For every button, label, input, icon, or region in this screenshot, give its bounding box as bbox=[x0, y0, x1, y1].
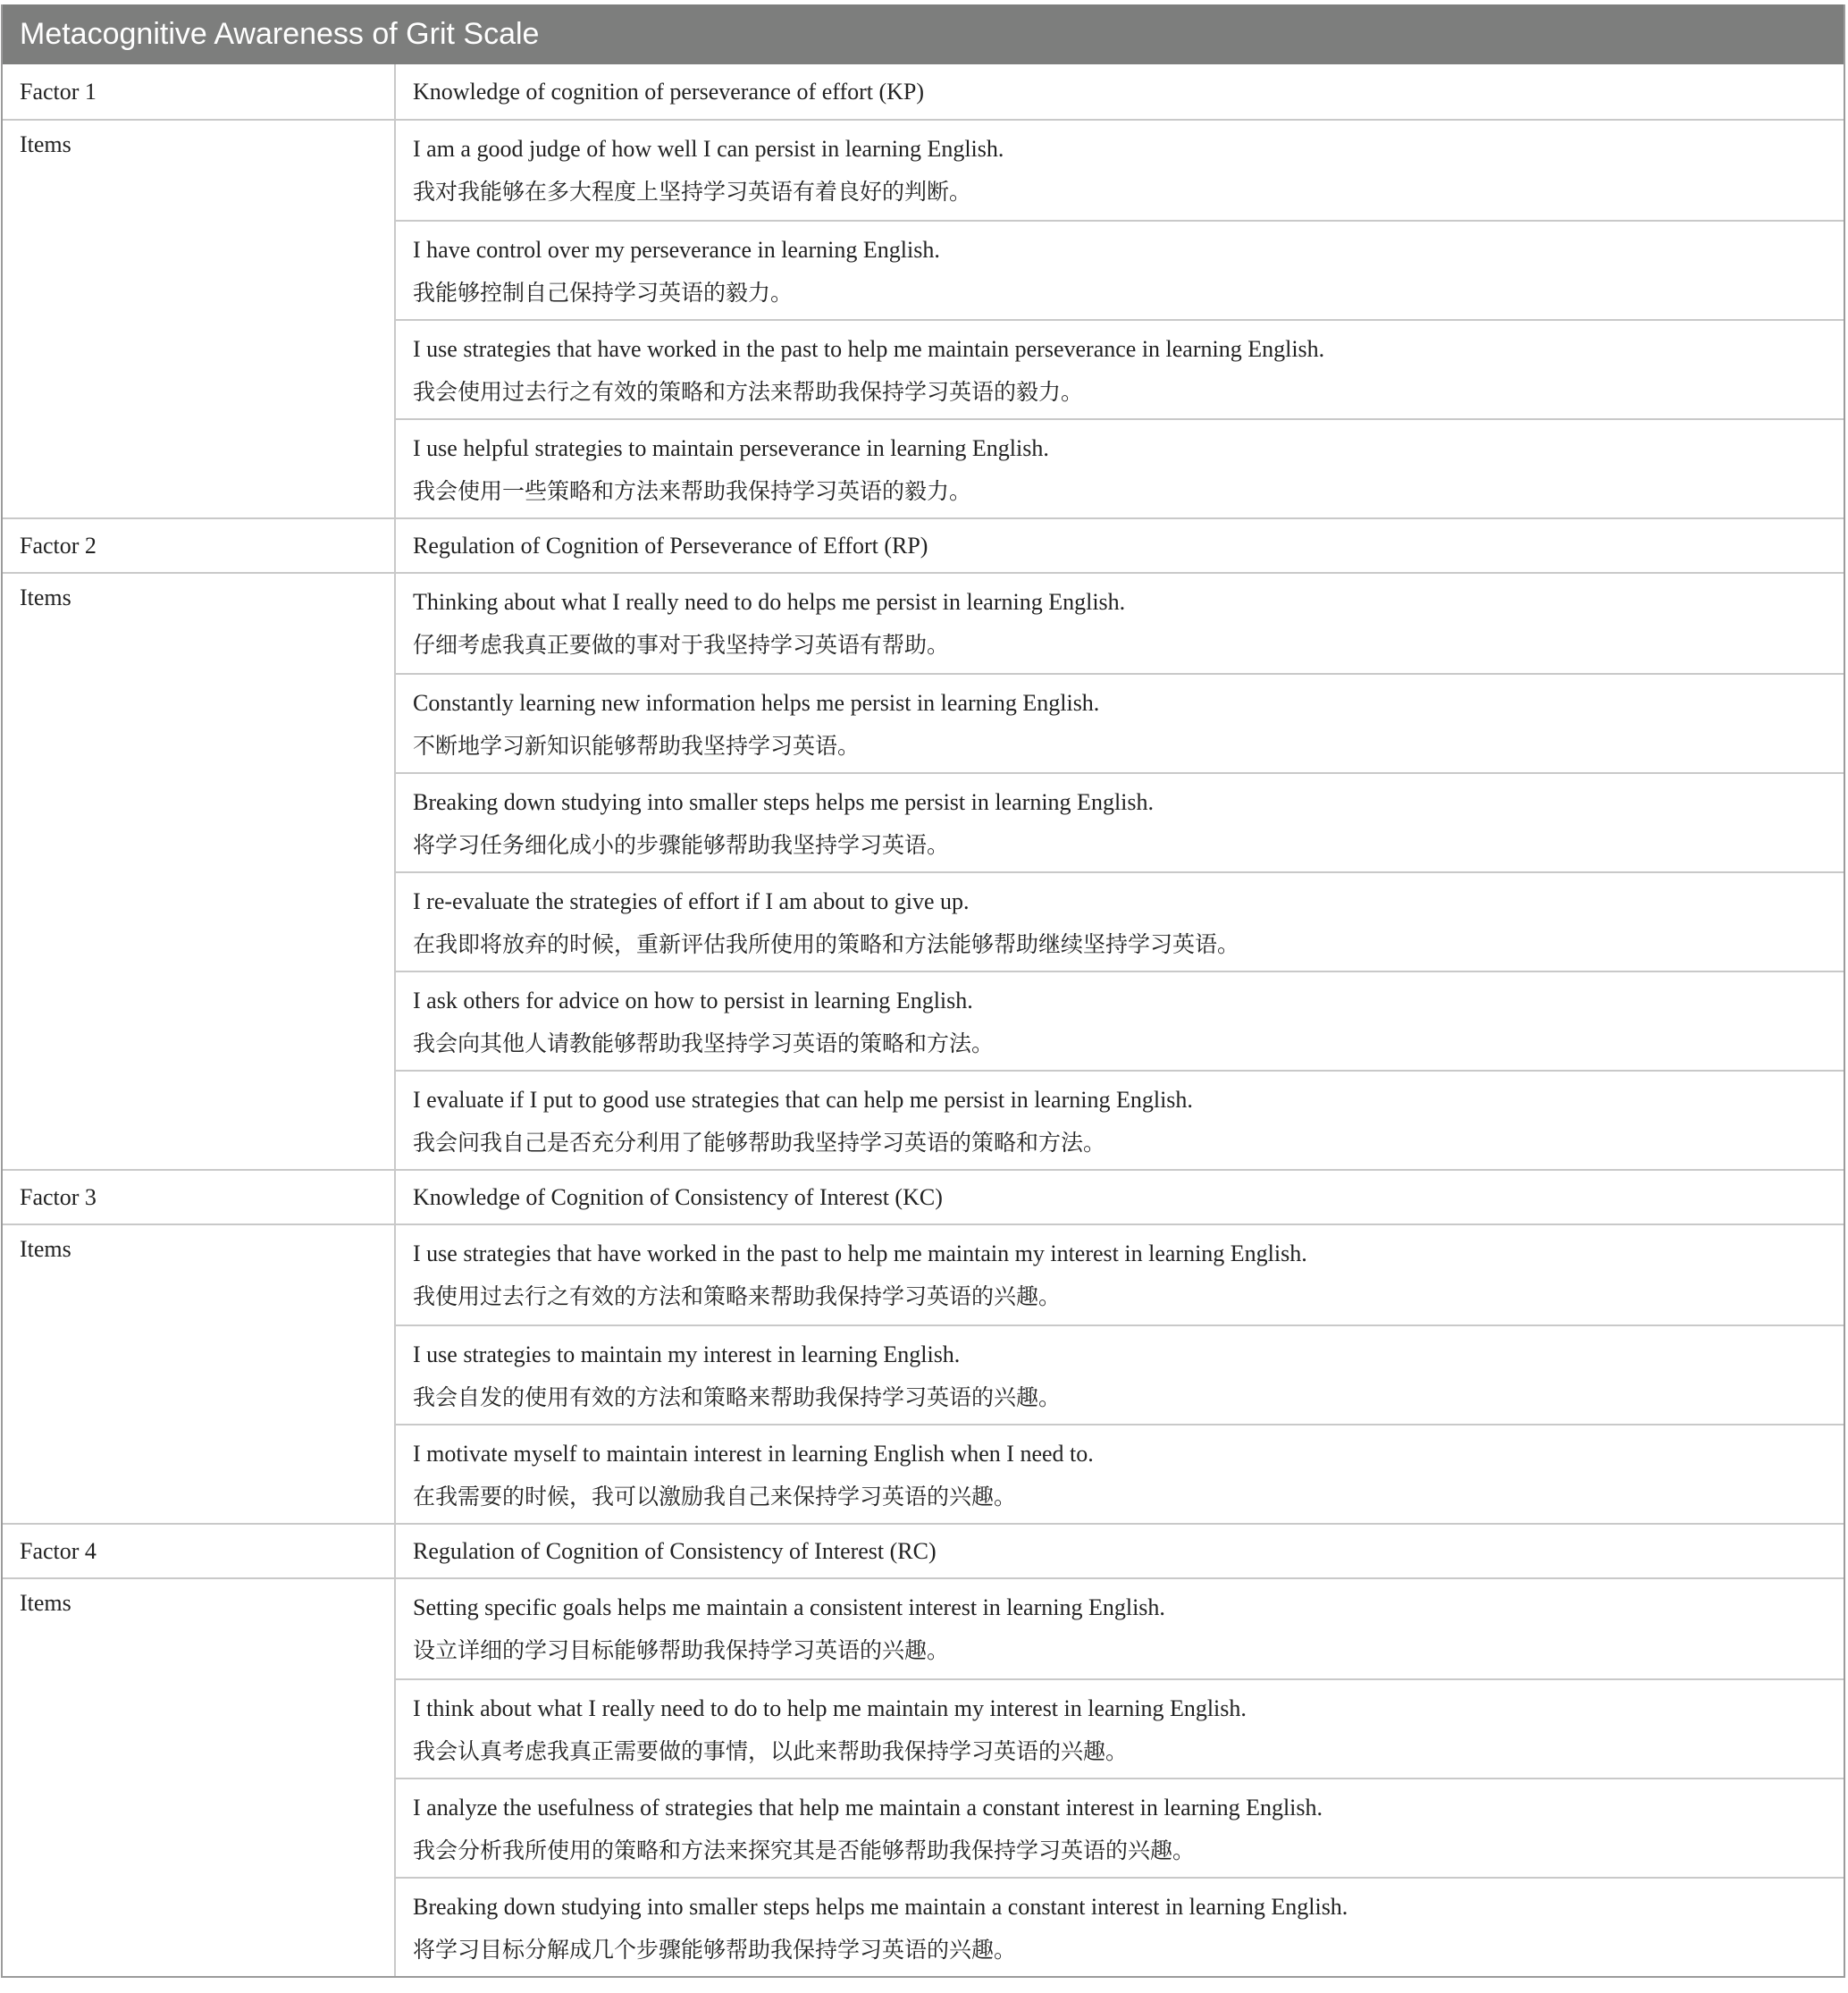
item-chinese-text: 我会认真考虑我真正需要做的事情，以此来帮助我保持学习英语的兴趣。 bbox=[413, 1738, 1129, 1764]
item-chinese-text: 我能够控制自己保持学习英语的毅力。 bbox=[413, 280, 794, 306]
item-english-text: I evaluate if I put to good use strategies that can help me persist in learning English. bbox=[413, 1087, 1193, 1113]
item-english-text: I use strategies that have worked in the past to help me maintain perseverance in learning English. bbox=[413, 336, 1325, 362]
factor-name: Knowledge of Cognition of Consistency of Interest (KC) bbox=[413, 1183, 943, 1210]
item-english-text: I use strategies that have worked in the past to help me maintain my interest in learning English. bbox=[413, 1240, 1307, 1266]
factor-label: Factor 4 bbox=[3, 1525, 396, 1577]
scale-item bbox=[396, 1579, 1844, 1678]
scale-item bbox=[396, 1225, 1844, 1324]
scale-item bbox=[396, 1424, 1844, 1523]
item-english-text: I use strategies to maintain my interest in learning English. bbox=[413, 1341, 961, 1367]
factor-label: Factor 2 bbox=[3, 519, 396, 572]
scale-item bbox=[396, 1877, 1844, 1976]
item-english-text: I analyze the usefulness of strategies that help me maintain a constant interest in learning English. bbox=[413, 1795, 1323, 1821]
items-label: Items bbox=[3, 1579, 396, 1976]
factor-row bbox=[3, 1523, 1844, 1577]
scale-item bbox=[396, 1324, 1844, 1424]
scale-item bbox=[396, 220, 1844, 319]
scale-item bbox=[396, 121, 1844, 220]
item-chinese-text: 不断地学习新知识能够帮助我坚持学习英语。 bbox=[413, 733, 861, 759]
item-chinese-text: 将学习任务细化成小的步骤能够帮助我坚持学习英语。 bbox=[413, 832, 950, 858]
item-english-text: I think about what I really need to do to help me maintain my interest in learning English. bbox=[413, 1695, 1247, 1721]
scale-item bbox=[396, 673, 1844, 772]
item-english-text: I have control over my perseverance in learning English. bbox=[413, 237, 940, 263]
scale-item bbox=[396, 772, 1844, 871]
items-list bbox=[396, 1225, 1844, 1523]
scale-item bbox=[396, 418, 1844, 517]
factor-name: Knowledge of cognition of perseverance of effort (KP) bbox=[413, 78, 925, 105]
item-chinese-text: 在我即将放弃的时候，重新评估我所使用的策略和方法能够帮助继续坚持学习英语。 bbox=[413, 931, 1240, 957]
item-chinese-text: 我会向其他人请教能够帮助我坚持学习英语的策略和方法。 bbox=[413, 1030, 995, 1056]
item-english-text: Breaking down studying into smaller steps helps me persist in learning English. bbox=[413, 789, 1155, 815]
item-chinese-text: 我会问我自己是否充分利用了能够帮助我坚持学习英语的策略和方法。 bbox=[413, 1130, 1106, 1156]
item-english-text: I ask others for advice on how to persist in learning English. bbox=[413, 988, 973, 1013]
items-row bbox=[3, 1577, 1844, 1976]
item-chinese-text: 设立详细的学习目标能够帮助我保持学习英语的兴趣。 bbox=[413, 1637, 950, 1663]
scale-item bbox=[396, 1778, 1844, 1877]
item-english-text: Breaking down studying into smaller steps helps me maintain a constant interest in learning English. bbox=[413, 1894, 1348, 1920]
items-list bbox=[396, 574, 1844, 1169]
item-chinese-text: 仔细考虑我真正要做的事对于我坚持学习英语有帮助。 bbox=[413, 632, 950, 658]
scale-item bbox=[396, 319, 1844, 418]
item-english-text: Constantly learning new information helps me persist in learning English. bbox=[413, 690, 1100, 716]
table-title: Metacognitive Awareness of Grit Scale bbox=[3, 4, 1844, 64]
items-label: Items bbox=[3, 121, 396, 517]
item-chinese-text: 我会自发的使用有效的方法和策略来帮助我保持学习英语的兴趣。 bbox=[413, 1384, 1062, 1410]
scale-item bbox=[396, 1678, 1844, 1778]
factor-row bbox=[3, 64, 1844, 119]
item-chinese-text: 在我需要的时候，我可以激励我自己来保持学习英语的兴趣。 bbox=[413, 1484, 1017, 1509]
factor-label: Factor 1 bbox=[3, 64, 396, 119]
scale-item bbox=[396, 1070, 1844, 1169]
item-chinese-text: 我会分析我所使用的策略和方法来探究其是否能够帮助我保持学习英语的兴趣。 bbox=[413, 1837, 1196, 1863]
item-english-text: I re-evaluate the strategies of effort if I am about to give up. bbox=[413, 888, 970, 914]
items-list bbox=[396, 121, 1844, 517]
items-row bbox=[3, 1224, 1844, 1523]
items-list bbox=[396, 1579, 1844, 1976]
item-english-text: Thinking about what I really need to do helps me persist in learning English. bbox=[413, 589, 1126, 615]
factor-row bbox=[3, 517, 1844, 572]
item-chinese-text: 我对我能够在多大程度上坚持学习英语有着良好的判断。 bbox=[413, 179, 972, 205]
factor-name: Regulation of Cognition of Perseverance of Effort (RP) bbox=[413, 532, 928, 559]
item-english-text: I use helpful strategies to maintain perseverance in learning English. bbox=[413, 435, 1049, 461]
items-label: Items bbox=[3, 574, 396, 1169]
grit-scale-table bbox=[1, 4, 1845, 1978]
factor-label: Factor 3 bbox=[3, 1171, 396, 1224]
item-chinese-text: 我会使用一些策略和方法来帮助我保持学习英语的毅力。 bbox=[413, 478, 972, 504]
factor-row bbox=[3, 1169, 1844, 1224]
item-english-text: I am a good judge of how well I can persist in learning English. bbox=[413, 136, 1004, 162]
item-chinese-text: 我使用过去行之有效的方法和策略来帮助我保持学习英语的兴趣。 bbox=[413, 1283, 1062, 1309]
table-body bbox=[3, 64, 1844, 1976]
scale-item bbox=[396, 871, 1844, 971]
scale-item bbox=[396, 574, 1844, 673]
item-english-text: I motivate myself to maintain interest in learning English when I need to. bbox=[413, 1441, 1094, 1467]
items-row bbox=[3, 572, 1844, 1169]
items-label: Items bbox=[3, 1225, 396, 1523]
scale-item bbox=[396, 971, 1844, 1070]
item-chinese-text: 我会使用过去行之有效的策略和方法来帮助我保持学习英语的毅力。 bbox=[413, 379, 1084, 405]
item-english-text: Setting specific goals helps me maintain a consistent interest in learning English. bbox=[413, 1594, 1165, 1620]
factor-name: Regulation of Cognition of Consistency of Interest (RC) bbox=[413, 1537, 937, 1564]
items-row bbox=[3, 119, 1844, 517]
item-chinese-text: 将学习目标分解成几个步骤能够帮助我保持学习英语的兴趣。 bbox=[413, 1937, 1017, 1963]
